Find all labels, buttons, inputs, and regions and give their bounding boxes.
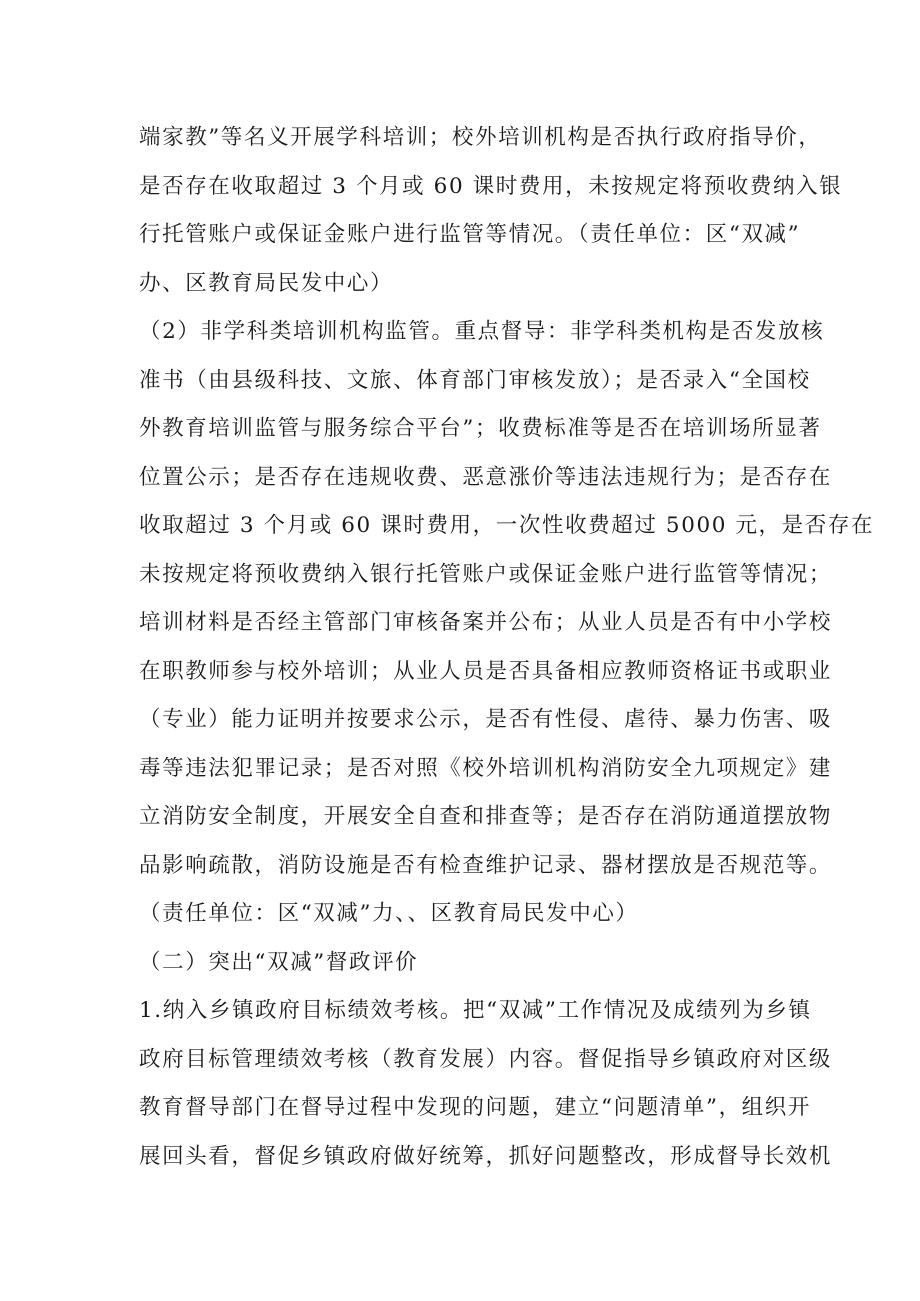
text-line: 是否存在收取超过 3 个月或 60 课时费用，未按规定将预收费纳入银 — [139, 173, 843, 199]
text-line: 教育督导部门在督导过程中发现的问题，建立“问题清单”，组织开 — [139, 1095, 811, 1120]
text-line: 在职教师参与校外培训；从业人员是否具备相应教师资格证书或职业 — [139, 658, 833, 684]
text-line: 未按规定将预收费纳入银行托管账户或保证金账户进行监管等情况； — [139, 561, 833, 587]
text-line: 毒等违法犯罪记录；是否对照《校外培训机构消防安全九项规定》建 — [139, 755, 833, 781]
text-line: 品影响疏散，消防设施是否有检查维护记录、器材摆放是否规范等。 — [139, 852, 833, 878]
text-line: 准书（由县级科技、文旅、体育部门审核发放）；是否录入“全国校 — [139, 367, 811, 393]
text-line: 收取超过 3 个月或 60 课时费用，一次性收费超过 5000 元，是否存在 — [139, 513, 875, 538]
text-line: （责任单位：区“双减”力、、区教育局民发中心） — [139, 901, 639, 926]
section-heading: （二）突出“双减”督政评价 — [139, 949, 419, 975]
text-line: 端家教”等名义开展学科培训；校外培训机构是否执行政府指导价， — [139, 125, 822, 150]
text-line: 行托管账户或保证金账户进行监管等情况。（责任单位：区“双减” — [139, 222, 801, 247]
text-line: （专业）能力证明并按要求公示，是否有性侵、虐待、暴力伤害、吸 — [139, 707, 833, 732]
text-line: 办、区教育局民发中心） — [139, 270, 394, 296]
text-line: 外教育培训监管与服务综合平台”；收费标准等是否在培训场所显著 — [139, 416, 822, 441]
text-line: 位置公示；是否存在违规收费、恶意涨价等违法违规行为；是否存在 — [139, 464, 833, 490]
text-line: 1.纳入乡镇政府目标绩效考核。把“双减”工作情况及成绩列为乡镇 — [139, 998, 812, 1023]
text-line: （2）非学科类培训机构监管。重点督导：非学科类机构是否发放核 — [139, 319, 825, 344]
body-text — [139, 114, 875, 1181]
text-line: 展回头看，督促乡镇政府做好统筹，抓好问题整改，形成督导长效机 — [139, 1143, 833, 1169]
text-line: 培训材料是否经主管部门审核备案并公布；从业人员是否有中小学校 — [139, 610, 833, 635]
text-line: 立消防安全制度，开展安全自查和排查等；是否存在消防通道摆放物 — [139, 804, 833, 829]
text-line: 政府目标管理绩效考核（教育发展）内容。督促指导乡镇政府对区级 — [139, 1046, 833, 1072]
